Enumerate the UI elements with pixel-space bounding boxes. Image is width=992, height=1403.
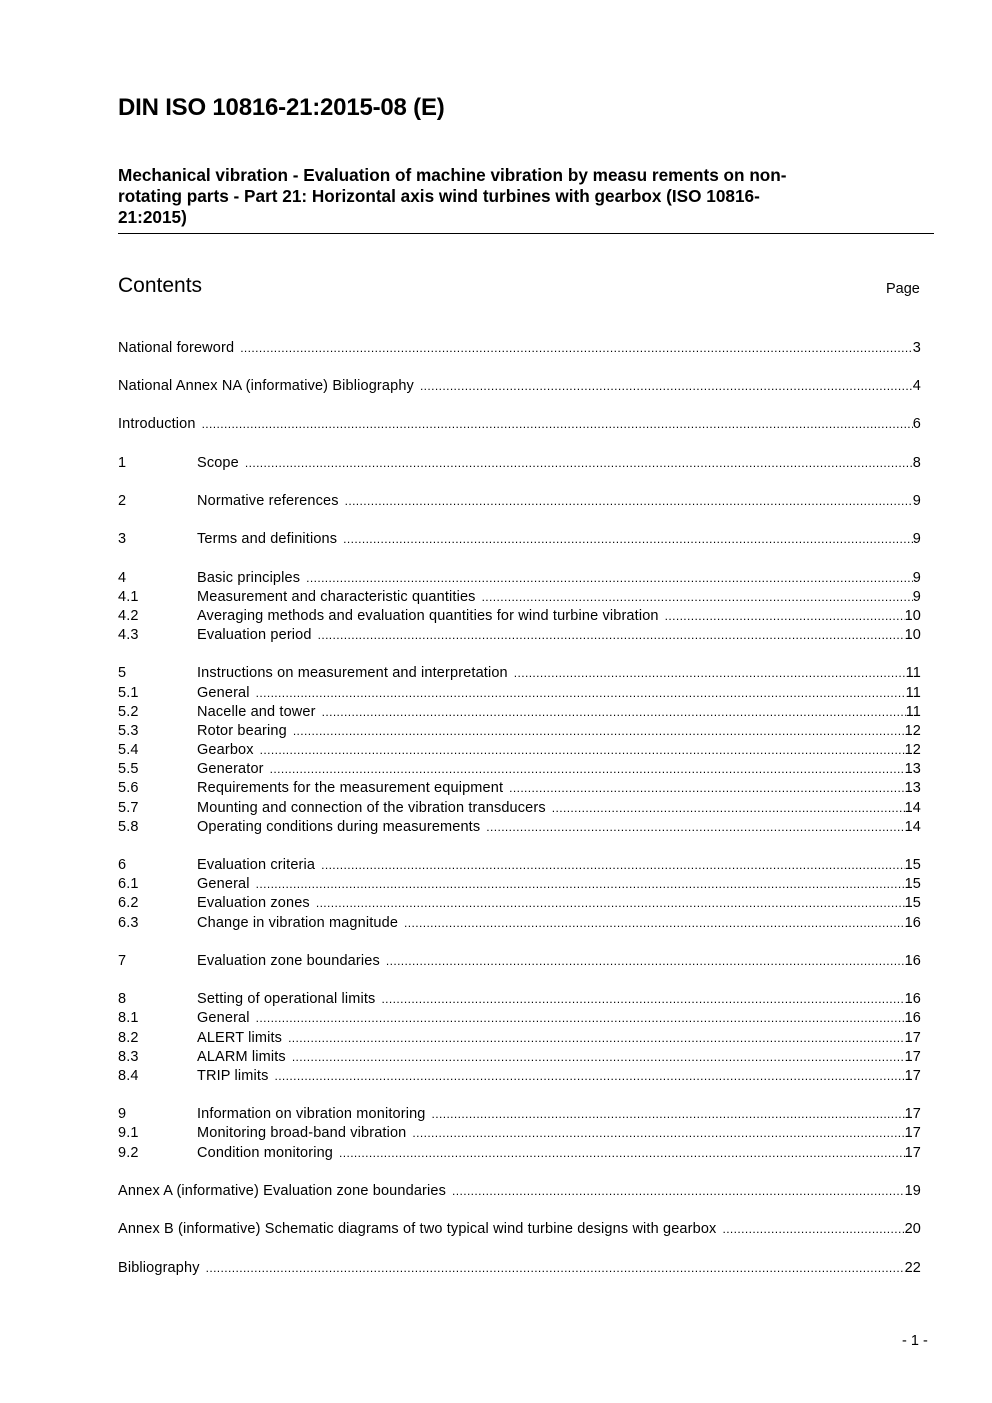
toc-entry-title: Normative references <box>197 493 339 509</box>
page-column-heading: Page <box>886 281 920 297</box>
toc-entry-title: Evaluation zones <box>197 895 310 911</box>
toc-entry-number: 8.1 <box>118 1010 139 1026</box>
toc-dot-leader <box>274 1067 904 1086</box>
toc-entry-page: 16 <box>904 991 921 1007</box>
footer-page-number: - 1 - <box>902 1333 928 1349</box>
toc-dot-leader <box>722 1220 904 1239</box>
toc-entry-title: Operating conditions during measurements <box>197 819 481 835</box>
toc-entry-title: Condition monitoring <box>197 1145 333 1161</box>
toc-entry-number: 1 <box>118 455 127 471</box>
toc-entry-page: 12 <box>904 723 921 739</box>
toc-entry-page: 15 <box>904 857 921 873</box>
toc-entry-number: 5 <box>118 665 127 681</box>
toc-dot-leader <box>256 1009 905 1028</box>
toc-entry-title: Change in vibration magnitude <box>197 915 399 931</box>
toc-entry-page: 14 <box>904 800 921 816</box>
toc-entry-page: 17 <box>904 1106 921 1122</box>
toc-dot-leader <box>345 492 913 511</box>
toc-entry-number: 6.2 <box>118 895 139 911</box>
title-divider <box>118 233 934 234</box>
toc-dot-leader <box>322 703 906 722</box>
toc-entry-page: 12 <box>904 742 921 758</box>
toc-entry[interactable] <box>118 856 921 875</box>
toc-entry-number: 5.6 <box>118 780 139 796</box>
toc-entry-title: Instructions on measurement and interpretation <box>197 665 508 681</box>
toc-entry-number: 2 <box>118 493 127 509</box>
toc-entry-page: 19 <box>904 1183 921 1199</box>
subtitle-line: 21:2015) <box>118 207 187 227</box>
toc-entry[interactable] <box>118 1105 921 1124</box>
toc-entry-title: Gearbox <box>197 742 254 758</box>
toc-entry[interactable] <box>118 607 921 626</box>
toc-dot-leader <box>256 684 906 703</box>
toc-entry-number: 5.7 <box>118 800 139 816</box>
toc-entry-title: TRIP limits <box>197 1068 269 1084</box>
toc-entry[interactable] <box>118 415 921 434</box>
toc-entry-title: Annex A (informative) Evaluation zone boundaries <box>118 1183 447 1199</box>
toc-entry[interactable] <box>118 875 921 894</box>
toc-entry[interactable] <box>118 1009 921 1028</box>
toc-dot-leader <box>288 1029 905 1048</box>
toc-entry[interactable] <box>118 894 921 913</box>
toc-entry-title: Setting of operational limits <box>197 991 376 1007</box>
toc-entry[interactable] <box>118 684 921 703</box>
toc-entry-title: Evaluation criteria <box>197 857 316 873</box>
toc-entry-number: 5.4 <box>118 742 139 758</box>
toc-dot-leader <box>432 1105 905 1124</box>
toc-dot-leader <box>270 760 905 779</box>
toc-dot-leader <box>412 1124 904 1143</box>
toc-entry[interactable] <box>118 1259 921 1278</box>
toc-entry-page: 17 <box>904 1049 921 1065</box>
toc-dot-leader <box>420 377 913 396</box>
toc-dot-leader <box>318 626 905 645</box>
toc-entry-number: 5.8 <box>118 819 139 835</box>
toc-dot-leader <box>240 339 913 358</box>
toc-entry-number: 7 <box>118 953 127 969</box>
toc-entry-title: General <box>197 876 250 892</box>
toc-dot-leader <box>293 722 905 741</box>
toc-entry-page: 13 <box>904 761 921 777</box>
toc-dot-leader <box>343 530 913 549</box>
toc-entry-page: 11 <box>905 665 921 681</box>
toc-entry[interactable] <box>118 760 921 779</box>
toc-entry-page: 16 <box>904 1010 921 1026</box>
toc-entry-page: 9 <box>912 493 921 509</box>
toc-dot-leader <box>482 588 913 607</box>
contents-heading: Contents <box>118 274 203 297</box>
toc-entry-page: 15 <box>904 876 921 892</box>
toc-entry-title: Averaging methods and evaluation quantities for wind turbine vibration <box>197 608 659 624</box>
subtitle-line: rotating parts - Part 21: Horizontal axis wind turbines with gearbox (ISO 10816- <box>118 186 760 206</box>
toc-dot-leader <box>316 894 905 913</box>
toc-dot-leader <box>514 664 906 683</box>
toc-entry-page: 9 <box>912 570 921 586</box>
subtitle-line: Mechanical vibration - Evaluation of machine vibration by measu rements on non- <box>118 165 787 185</box>
toc-entry-page: 17 <box>904 1145 921 1161</box>
toc-entry-title: Basic principles <box>197 570 301 586</box>
toc-entry-number: 4.2 <box>118 608 139 624</box>
toc-entry-title: Rotor bearing <box>197 723 287 739</box>
document-title: DIN ISO 10816-21:2015-08 (E) <box>118 94 445 121</box>
toc-entry-page: 4 <box>912 378 921 394</box>
toc-entry-title: Nacelle and tower <box>197 704 316 720</box>
toc-entry-title: Terms and definitions <box>197 531 338 547</box>
toc-entry-page: 16 <box>904 953 921 969</box>
toc-entry[interactable] <box>118 339 921 358</box>
toc-entry[interactable] <box>118 1220 921 1239</box>
toc-entry-number: 4.1 <box>118 589 139 605</box>
toc-dot-leader <box>245 454 913 473</box>
toc-entry-number: 6.3 <box>118 915 139 931</box>
toc-dot-leader <box>260 741 905 760</box>
toc-entry-page: 6 <box>912 416 921 432</box>
toc-entry-title: Mounting and connection of the vibration transducers <box>197 800 546 816</box>
toc-entry-title: National foreword <box>118 340 235 356</box>
toc-entry-page: 3 <box>912 340 921 356</box>
toc-entry-title: Monitoring broad-band vibration <box>197 1125 407 1141</box>
toc-dot-leader <box>386 952 905 971</box>
toc-entry[interactable] <box>118 1182 921 1201</box>
toc-entry-title: Evaluation zone boundaries <box>197 953 380 969</box>
toc-entry[interactable] <box>118 377 921 396</box>
toc-entry-number: 8.4 <box>118 1068 139 1084</box>
toc-dot-leader <box>256 875 905 894</box>
toc-entry-title: Requirements for the measurement equipment <box>197 780 504 796</box>
toc-entry[interactable] <box>118 818 921 837</box>
toc-entry-page: 8 <box>912 455 921 471</box>
toc-entry[interactable] <box>118 1048 921 1067</box>
toc-entry-number: 9.2 <box>118 1145 139 1161</box>
toc-entry[interactable] <box>118 952 921 971</box>
toc-entry-number: 9.1 <box>118 1125 139 1141</box>
toc-entry-page: 10 <box>904 627 921 643</box>
toc-entry[interactable] <box>118 1144 921 1163</box>
toc-entry-title: Scope <box>197 455 239 471</box>
toc-entry-number: 4.3 <box>118 627 139 643</box>
toc-entry-page: 9 <box>912 589 921 605</box>
toc-entry-page: 9 <box>912 531 921 547</box>
toc-entry[interactable] <box>118 990 921 1009</box>
toc-dot-leader <box>306 569 913 588</box>
toc-entry-number: 5.3 <box>118 723 139 739</box>
toc-entry-title: Generator <box>197 761 264 777</box>
toc-entry-title: ALERT limits <box>197 1030 283 1046</box>
toc-entry[interactable] <box>118 664 921 683</box>
toc-entry-page: 10 <box>904 608 921 624</box>
toc-entry-page: 20 <box>904 1221 921 1237</box>
toc-entry[interactable] <box>118 492 921 511</box>
toc-entry-page: 17 <box>904 1030 921 1046</box>
toc-entry-page: 17 <box>904 1125 921 1141</box>
toc-entry-title: Evaluation period <box>197 627 312 643</box>
toc-dot-leader <box>202 415 913 434</box>
toc-entry-page: 13 <box>904 780 921 796</box>
document-subtitle <box>118 165 918 228</box>
toc-entry-number: 9 <box>118 1106 127 1122</box>
toc-entry-number: 5.5 <box>118 761 139 777</box>
toc-dot-leader <box>665 607 905 626</box>
toc-entry-number: 4 <box>118 570 127 586</box>
toc-entry-number: 6.1 <box>118 876 139 892</box>
toc-dot-leader <box>486 818 904 837</box>
toc-dot-leader <box>339 1144 905 1163</box>
toc-entry-title: National Annex NA (informative) Bibliography <box>118 378 414 394</box>
toc-entry-title: ALARM limits <box>197 1049 286 1065</box>
toc-entry[interactable] <box>118 741 921 760</box>
toc-entry[interactable] <box>118 454 921 473</box>
toc-entry-number: 5.1 <box>118 685 139 701</box>
toc-entry[interactable] <box>118 779 921 798</box>
toc-dot-leader <box>404 914 905 933</box>
toc-entry-title: Annex B (informative) Schematic diagrams of two typical wind turbine designs with gearbox <box>118 1221 717 1237</box>
toc-entry[interactable] <box>118 799 921 818</box>
toc-dot-leader <box>292 1048 905 1067</box>
toc-dot-leader <box>381 990 904 1009</box>
toc-entry-number: 8.2 <box>118 1030 139 1046</box>
toc-entry-title: Bibliography <box>118 1260 200 1276</box>
toc-entry[interactable] <box>118 703 921 722</box>
toc-entry-page: 11 <box>905 685 921 701</box>
toc-entry[interactable] <box>118 914 921 933</box>
toc-entry-page: 15 <box>904 895 921 911</box>
toc-entry-title: General <box>197 1010 250 1026</box>
toc-dot-leader <box>321 856 904 875</box>
toc-entry-title: Measurement and characteristic quantities <box>197 589 476 605</box>
toc-entry-number: 6 <box>118 857 127 873</box>
toc-entry[interactable] <box>118 626 921 645</box>
toc-entry-number: 8 <box>118 991 127 1007</box>
toc-dot-leader <box>452 1182 905 1201</box>
toc-entry[interactable] <box>118 1067 921 1086</box>
toc-entry[interactable] <box>118 722 921 741</box>
toc-entry[interactable] <box>118 1124 921 1143</box>
toc-entry[interactable] <box>118 569 921 588</box>
toc-entry[interactable] <box>118 588 921 607</box>
toc-entry-number: 8.3 <box>118 1049 139 1065</box>
toc-entry-page: 14 <box>904 819 921 835</box>
toc-dot-leader <box>509 779 904 798</box>
toc-entry-title: Information on vibration monitoring <box>197 1106 426 1122</box>
toc-entry-page: 11 <box>905 704 921 720</box>
toc-entry-title: General <box>197 685 250 701</box>
toc-entry-page: 17 <box>904 1068 921 1084</box>
toc-dot-leader <box>552 799 905 818</box>
toc-entry-page: 22 <box>904 1260 921 1276</box>
toc-entry-number: 5.2 <box>118 704 139 720</box>
toc-dot-leader <box>206 1259 905 1278</box>
toc-entry[interactable] <box>118 1029 921 1048</box>
toc-entry-page: 16 <box>904 915 921 931</box>
toc-entry[interactable] <box>118 530 921 549</box>
toc-entry-number: 3 <box>118 531 127 547</box>
toc-entry-title: Introduction <box>118 416 196 432</box>
